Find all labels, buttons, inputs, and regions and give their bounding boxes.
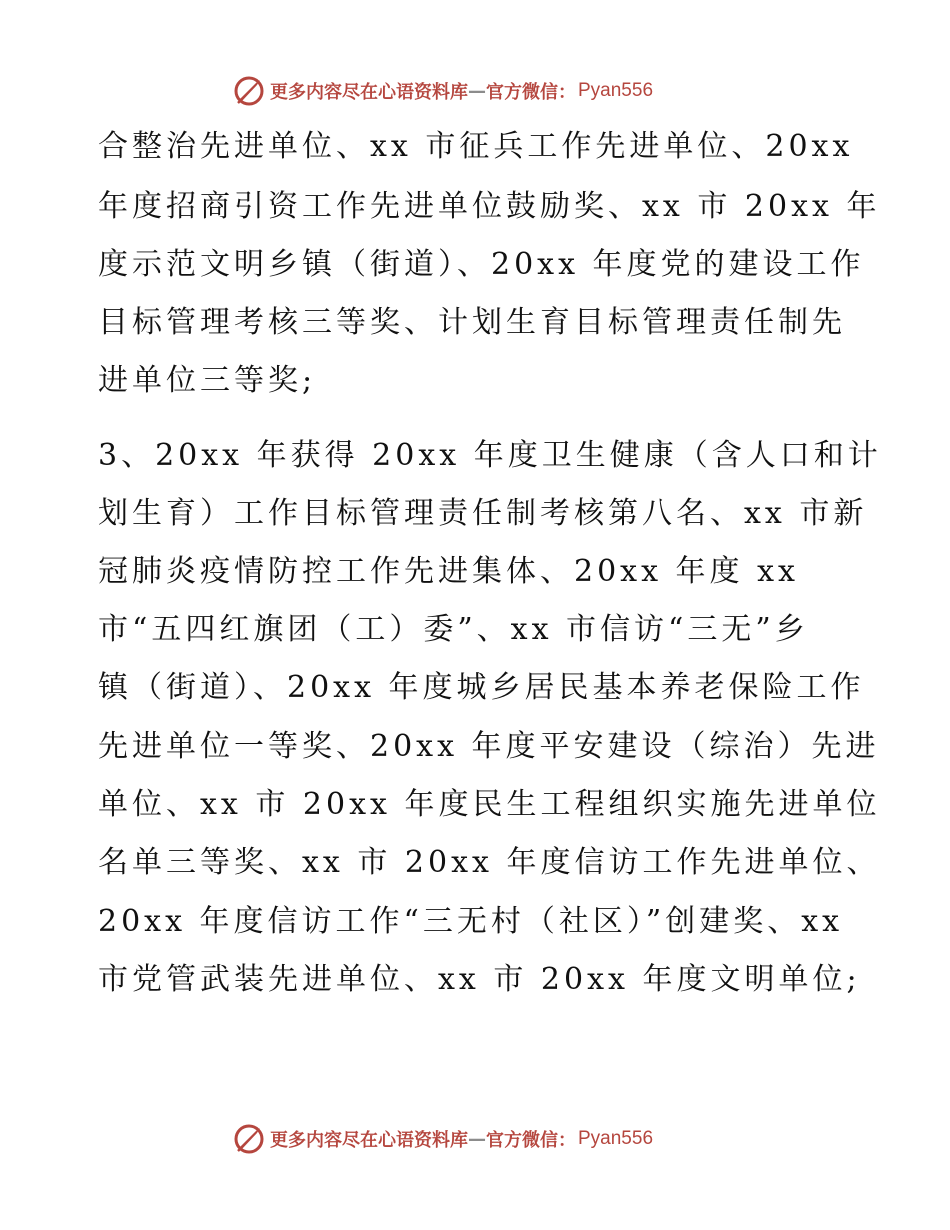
- banner-title: 更多内容尽在心语资料库: [270, 82, 468, 103]
- text-line: 进单位三等奖;: [98, 363, 317, 398]
- text-line: 市“五四红旗团（工）委”、xx 市信访“三无”乡: [98, 612, 809, 647]
- banner-official-label: 官方微信：: [486, 82, 576, 103]
- text-line: 年度招商引资工作先进单位鼓励奖、xx 市 20xx 年: [98, 189, 881, 224]
- text-line: 市党管武装先进单位、xx 市 20xx 年度文明单位;: [98, 962, 861, 997]
- banner-dash: —: [468, 1128, 486, 1150]
- banner-official-label: 官方微信：: [486, 1130, 576, 1151]
- banner-title: 更多内容尽在心语资料库: [270, 1130, 468, 1151]
- text-line: 名单三等奖、xx 市 20xx 年度信访工作先进单位、: [98, 845, 881, 880]
- text-line: 先进单位一等奖、20xx 年度平安建设（综治）先进: [98, 729, 880, 764]
- text-line: 目标管理考核三等奖、计划生育目标管理责任制先: [98, 305, 846, 340]
- quill-pen-logo-icon: [232, 1122, 266, 1156]
- banner-dash: —: [468, 80, 486, 102]
- footer-banner: [232, 1121, 752, 1157]
- quill-pen-logo-icon: [232, 74, 266, 108]
- banner-wechat-id: Pyan556: [578, 80, 654, 101]
- text-line: 划生育）工作目标管理责任制考核第八名、xx 市新: [98, 496, 868, 531]
- text-line: 合整治先进单位、xx 市征兵工作先进单位、20xx: [98, 129, 854, 164]
- text-line: 20xx 年度信访工作“三无村（社区）”创建奖、xx: [98, 904, 844, 939]
- banner-wechat-id: Pyan556: [578, 1128, 654, 1149]
- text-line: 冠肺炎疫情防控工作先进集体、20xx 年度 xx: [98, 554, 799, 589]
- text-line: 单位、xx 市 20xx 年度民生工程组织实施先进单位: [98, 787, 881, 822]
- text-line: 度示范文明乡镇（街道）、20xx 年度党的建设工作: [98, 247, 865, 282]
- text-line: 3、20xx 年获得 20xx 年度卫生健康（含人口和计: [98, 438, 882, 473]
- header-banner: [232, 73, 752, 109]
- text-line: 镇（街道）、20xx 年度城乡居民基本养老保险工作: [98, 670, 865, 705]
